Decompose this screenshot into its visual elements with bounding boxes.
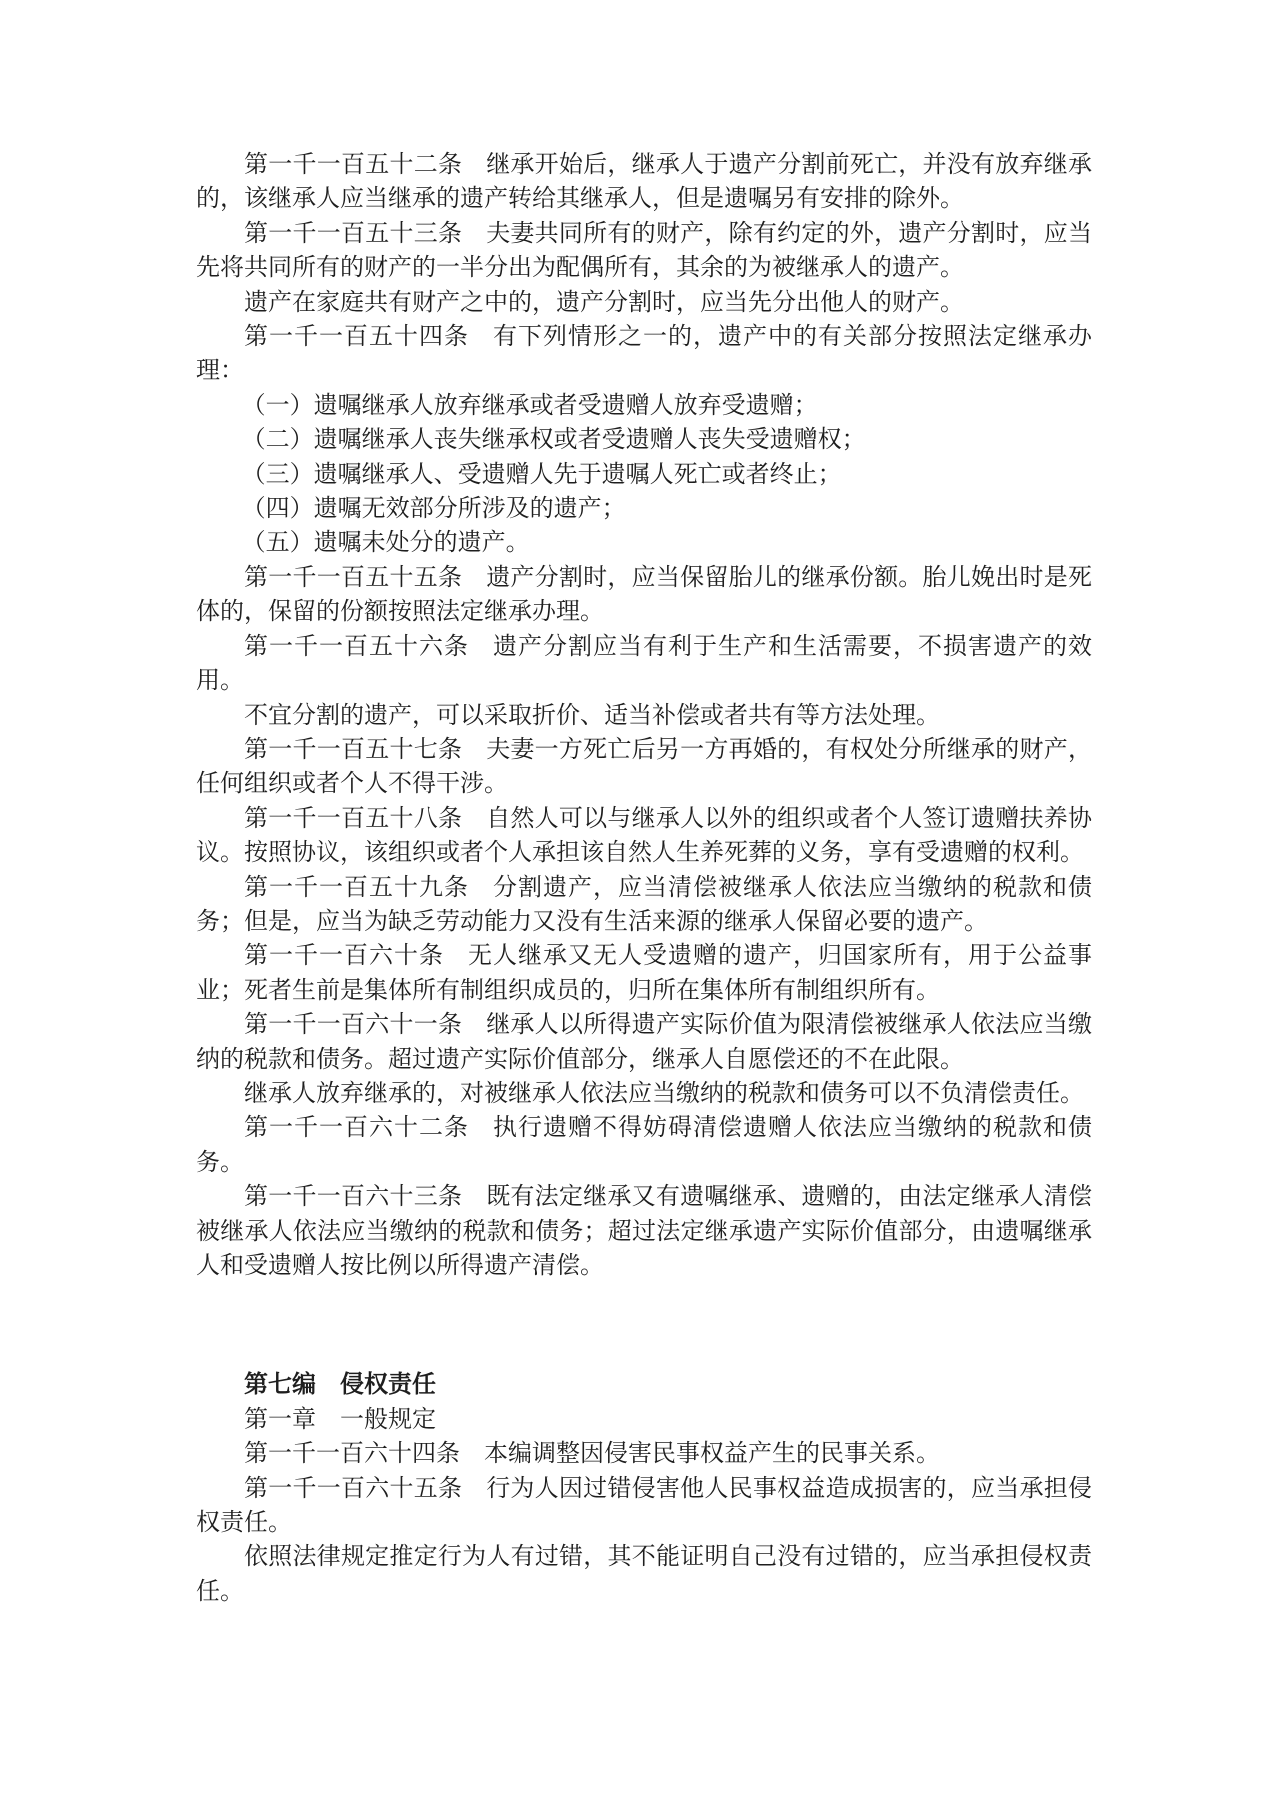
article-number: 第一千一百五十二条 [244, 150, 463, 178]
list-item: （三）遗嘱继承人、受遗赠人先于遗嘱人死亡或者终止； [241, 459, 842, 488]
list-item: （二）遗嘱继承人丧失继承权或者受遗赠人丧失受遗赠权； [241, 425, 866, 454]
article-text: 继承开始后，继承人于遗产分割前死亡，并没有放弃继承的，该继承人应当继承的遗产转给其继承人，但是遗嘱另有安排的除外。 [196, 150, 1093, 213]
article-text: 分割遗产，应当清偿被继承人依法应当缴纳的税款和债务；但是，应当为缺乏劳动能力又没有生活来源的继承人保留必要的遗产。 [196, 872, 1092, 935]
article-text: 自然人可以与继承人以外的组织或者个人签订遗赠扶养协议。按照协议，该组织或者个人承担该自然人生养死葬的义务，享有受遗赠的权利。 [196, 803, 1093, 867]
section-gap [196, 1282, 1092, 1367]
article-text: 遗产分割时，应当保留胎儿的继承份额。胎儿娩出时是死体的，保留的份额按照法定继承办理。 [196, 562, 1093, 626]
article-text: 无人继承又无人受遗赠的遗产，归国家所有，用于公益事业；死者生前是集体所有制组织成员的，归所在集体所有制组织所有。 [196, 941, 1092, 1004]
article-number: 第一千一百五十五条 [244, 562, 463, 591]
article-text: 有下列情形之一的，遗产中的有关部分按照法定继承办理： [196, 322, 1092, 385]
article-number: 第一千一百五十七条 [244, 734, 463, 763]
article-text: 本编调整因侵害民事权益产生的民事关系。 [484, 1439, 940, 1468]
part-heading [196, 1367, 1092, 1401]
article-1158 [196, 801, 1092, 870]
article-1161-paragraph-2: 继承人放弃继承的，对被继承人依法应当缴纳的税款和债务可以不负清偿责任。 [244, 1078, 1084, 1107]
list-item: （五）遗嘱未处分的遗产。 [241, 528, 530, 557]
article-text: 夫妻一方死亡后另一方再婚的，有权处分所继承的财产，任何组织或者个人不得干涉。 [196, 734, 1093, 798]
article-1160 [196, 938, 1092, 1007]
article-number: 第一千一百六十条 [244, 941, 444, 970]
document-page [196, 147, 1092, 1608]
article-number: 第一千一百六十一条 [244, 1010, 463, 1039]
article-number: 第一千一百五十四条 [244, 322, 469, 351]
chapter-heading [196, 1402, 1092, 1436]
article-number: 第一千一百五十八条 [244, 803, 463, 832]
article-1164 [196, 1436, 1092, 1470]
chapter-title: 一般规定 [340, 1404, 436, 1433]
article-1152 [196, 147, 1092, 216]
article-text: 行为人因过错侵害他人民事权益造成损害的，应当承担侵权责任。 [196, 1473, 1093, 1537]
article-text: 夫妻共同所有的财产，除有约定的外，遗产分割时，应当先将共同所有的财产的一半分出为配偶所有，其余的为被继承人的遗产。 [196, 218, 1093, 282]
article-1153 [196, 216, 1092, 285]
article-1165-paragraph-2: 依照法律规定推定行为人有过错，其不能证明自己没有过错的，应当承担侵权责任。 [196, 1542, 1092, 1605]
article-number: 第一千一百六十三条 [244, 1182, 463, 1211]
article-1156-paragraph-2: 不宜分割的遗产，可以采取折价、适当补偿或者共有等方法处理。 [244, 700, 940, 729]
article-1155 [196, 560, 1092, 629]
article-1154 [196, 319, 1092, 388]
article-number: 第一千一百六十四条 [244, 1439, 460, 1468]
article-text: 继承人以所得遗产实际价值为限清偿被继承人依法应当缴纳的税款和债务。超过遗产实际价值部分，继承人自愿偿还的不在此限。 [196, 1010, 1093, 1073]
article-1163 [196, 1179, 1092, 1282]
article-1156 [196, 629, 1092, 698]
article-number: 第一千一百五十三条 [244, 218, 463, 247]
article-1153-paragraph-2: 遗产在家庭共有财产之中的，遗产分割时，应当先分出他人的财产。 [244, 287, 964, 316]
article-1161 [196, 1007, 1092, 1076]
article-1159 [196, 870, 1092, 939]
article-text: 执行遗赠不得妨碍清偿遗赠人依法应当缴纳的税款和债务。 [196, 1113, 1092, 1176]
list-item: （四）遗嘱无效部分所涉及的遗产； [241, 494, 626, 523]
article-1162 [196, 1110, 1092, 1179]
article-1165 [196, 1471, 1092, 1540]
part-title: 侵权责任 [340, 1369, 436, 1399]
article-number: 第一千一百五十九条 [244, 872, 469, 901]
article-number: 第一千一百五十六条 [244, 631, 469, 660]
list-item: （一）遗嘱继承人放弃继承或者受遗赠人放弃受遗赠； [241, 390, 818, 419]
article-1157 [196, 732, 1092, 801]
article-text: 既有法定继承又有遗嘱继承、遗赠的，由法定继承人清偿被继承人依法应当缴纳的税款和债务；超过法定继承遗产实际价值部分，由遗嘱继承人和受遗赠人按比例以所得遗产清偿。 [196, 1182, 1093, 1279]
chapter-label: 第一章 [244, 1404, 316, 1433]
article-number: 第一千一百六十五条 [244, 1473, 463, 1502]
article-number: 第一千一百六十二条 [244, 1113, 469, 1142]
part-label: 第七编 [244, 1369, 316, 1399]
article-text: 遗产分割应当有利于生产和生活需要，不损害遗产的效用。 [196, 631, 1092, 695]
